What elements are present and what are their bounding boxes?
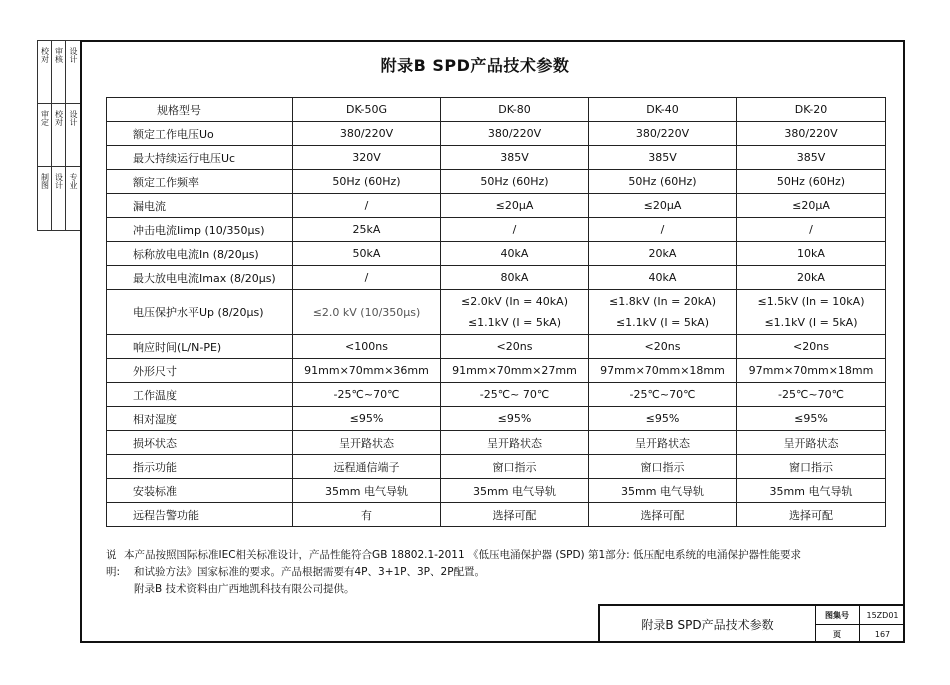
table-cell: 20kA (737, 266, 886, 290)
table-cell: / (737, 218, 886, 242)
sidebar-cell: 设计 (65, 103, 81, 167)
table-cell: 380/220V (737, 122, 886, 146)
table-cell: / (293, 266, 441, 290)
row-label: 最大放电电流Imax (8/20μs) (107, 266, 293, 290)
row-label: 外形尺寸 (107, 359, 293, 383)
header-cell: DK-50G (293, 98, 441, 122)
table-cell: 呈开路状态 (441, 431, 589, 455)
table-cell (737, 290, 886, 335)
table-cell: 呈开路状态 (589, 431, 737, 455)
table-cell: ≤20μA (737, 194, 886, 218)
table-row (107, 218, 886, 242)
notes-line: 和试验方法》国家标准的要求。产品根据需要有4P、3+1P、3P、2P配置。 (134, 566, 486, 578)
table-cell: / (589, 218, 737, 242)
sidebar-cell: 校对 (37, 40, 52, 104)
row-label: 额定工作电压Uo (107, 122, 293, 146)
table-cell: 35mm 电气导轨 (293, 479, 441, 503)
row-label: 损坏状态 (107, 431, 293, 455)
title-block-name: 附录B SPD产品技术参数 (600, 606, 816, 643)
cell-line: ≤1.1kV (I = 5kA) (764, 316, 858, 329)
row-label: 相对湿度 (107, 407, 293, 431)
cell-line: ≤1.1kV (I = 5kA) (615, 316, 710, 329)
spec-table (106, 97, 886, 527)
table-cell: 呈开路状态 (293, 431, 441, 455)
table-cell: ≤2.0 kV (10/350μs) (293, 290, 441, 335)
row-label: 冲击电流Iimp (10/350μs) (107, 218, 293, 242)
table-cell: 380/220V (293, 122, 441, 146)
table-cell: -25℃~70℃ (737, 383, 886, 407)
table-cell: 35mm 电气导轨 (737, 479, 886, 503)
table-cell: 10kA (737, 242, 886, 266)
table-row (107, 170, 886, 194)
cell-line: ≤2.0kV (In = 40kA) (460, 295, 568, 308)
table-cell: 35mm 电气导轨 (589, 479, 737, 503)
row-label: 远程告警功能 (107, 503, 293, 527)
table-cell: 远程通信端子 (293, 455, 441, 479)
row-label: 漏电流 (107, 194, 293, 218)
table-cell: 320V (293, 146, 441, 170)
table-cell: 80kA (441, 266, 589, 290)
table-cell: 窗口指示 (589, 455, 737, 479)
table-cell: 40kA (441, 242, 589, 266)
table-cell (441, 290, 589, 335)
table-cell: 97mm×70mm×18mm (737, 359, 886, 383)
table-cell: <20ns (737, 335, 886, 359)
table-cell: 选择可配 (441, 503, 589, 527)
notes-prefix: 说明: (106, 549, 121, 578)
table-cell: <20ns (441, 335, 589, 359)
table-cell: <20ns (589, 335, 737, 359)
cell-line: ≤1.1kV (I = 5kA) (467, 316, 562, 329)
table-cell: 91mm×70mm×36mm (293, 359, 441, 383)
table-cell: 选择可配 (737, 503, 886, 527)
row-label: 电压保护水平Up (8/20μs) (107, 290, 293, 335)
sidebar-cell: 审定 (37, 103, 52, 167)
table-row (107, 335, 886, 359)
table-cell: -25℃~ 70℃ (441, 383, 589, 407)
table-cell: 50kA (293, 242, 441, 266)
table-cell: 呈开路状态 (737, 431, 886, 455)
table-cell: 50Hz (60Hz) (589, 170, 737, 194)
table-row (107, 383, 886, 407)
sidebar-cell: 设计 (51, 166, 66, 231)
table-row (107, 431, 886, 455)
row-label: 额定工作频率 (107, 170, 293, 194)
row-label: 标称放电电流In (8/20μs) (107, 242, 293, 266)
table-cell: 385V (589, 146, 737, 170)
table-row (107, 479, 886, 503)
table-cell: ≤95% (441, 407, 589, 431)
page-number: 167 (874, 629, 891, 639)
row-label: 最大持续运行电压Uc (107, 146, 293, 170)
table-row (107, 455, 886, 479)
table-cell: 选择可配 (589, 503, 737, 527)
table-row (107, 194, 886, 218)
cell-line: ≤1.8kV (In = 20kA) (608, 295, 716, 308)
table-row-voltage-protection (107, 290, 886, 335)
table-row (107, 146, 886, 170)
table-cell: 380/220V (589, 122, 737, 146)
table-cell: 50Hz (60Hz) (737, 170, 886, 194)
table-cell: / (441, 218, 589, 242)
table-cell: 385V (441, 146, 589, 170)
table-cell: ≤95% (737, 407, 886, 431)
sidebar-cell: 专业 (65, 166, 81, 231)
page-title: 附录B SPD产品技术参数 (380, 56, 570, 75)
table-cell: 385V (737, 146, 886, 170)
table-cell: 窗口指示 (737, 455, 886, 479)
row-label: 工作温度 (107, 383, 293, 407)
row-label: 安装标准 (107, 479, 293, 503)
table-cell: 有 (293, 503, 441, 527)
table-row (107, 503, 886, 527)
notes-line: 附录B 技术资料由广西地凯科技有限公司提供。 (134, 583, 355, 595)
table-cell: ≤20μA (589, 194, 737, 218)
page-label: 页 (815, 625, 860, 643)
table-cell: <100ns (293, 335, 441, 359)
table-cell: 91mm×70mm×27mm (441, 359, 589, 383)
table-cell: 380/220V (441, 122, 589, 146)
table-cell: 窗口指示 (441, 455, 589, 479)
sidebar-cell: 审核 (51, 40, 66, 104)
table-cell: 50Hz (60Hz) (293, 170, 441, 194)
table-cell: 40kA (589, 266, 737, 290)
table-cell: ≤95% (293, 407, 441, 431)
table-cell: ≤95% (589, 407, 737, 431)
sidebar-cell: 校对 (51, 103, 66, 167)
table-cell: 50Hz (60Hz) (441, 170, 589, 194)
sidebar-cell: 设计 (65, 40, 81, 104)
header-cell: DK-80 (441, 98, 589, 122)
table-row (107, 407, 886, 431)
table-header-row (107, 98, 886, 122)
table-cell: / (293, 194, 441, 218)
table-cell: 25kA (293, 218, 441, 242)
cell-line: ≤1.5kV (In = 10kA) (757, 295, 865, 308)
header-cell: DK-40 (589, 98, 737, 122)
table-cell: ≤20μA (441, 194, 589, 218)
header-cell: 规格型号 (107, 98, 293, 122)
table-row (107, 122, 886, 146)
atlas-label: 图集号 (815, 606, 860, 624)
header-cell: DK-20 (737, 98, 886, 122)
table-row (107, 242, 886, 266)
row-label: 指示功能 (107, 455, 293, 479)
table-cell (589, 290, 737, 335)
table-cell: 20kA (589, 242, 737, 266)
table-cell: -25℃~70℃ (589, 383, 737, 407)
title-block (598, 604, 905, 643)
sidebar-cell: 制图 (37, 166, 52, 231)
table-cell: 97mm×70mm×18mm (589, 359, 737, 383)
table-row (107, 266, 886, 290)
table-row (107, 359, 886, 383)
atlas-value: 15ZD01 (866, 610, 899, 620)
row-label: 响应时间(L/N-PE) (107, 335, 293, 359)
notes-line: 本产品按照国际标准IEC相关标准设计，产品性能符合GB 18802.1-2011 《低压电涌保护器 (SPD) 第1部分: 低压配电系统的电涌保护器性能要求 (124, 549, 802, 561)
table-cell: -25℃~70℃ (293, 383, 441, 407)
table-cell: 35mm 电气导轨 (441, 479, 589, 503)
